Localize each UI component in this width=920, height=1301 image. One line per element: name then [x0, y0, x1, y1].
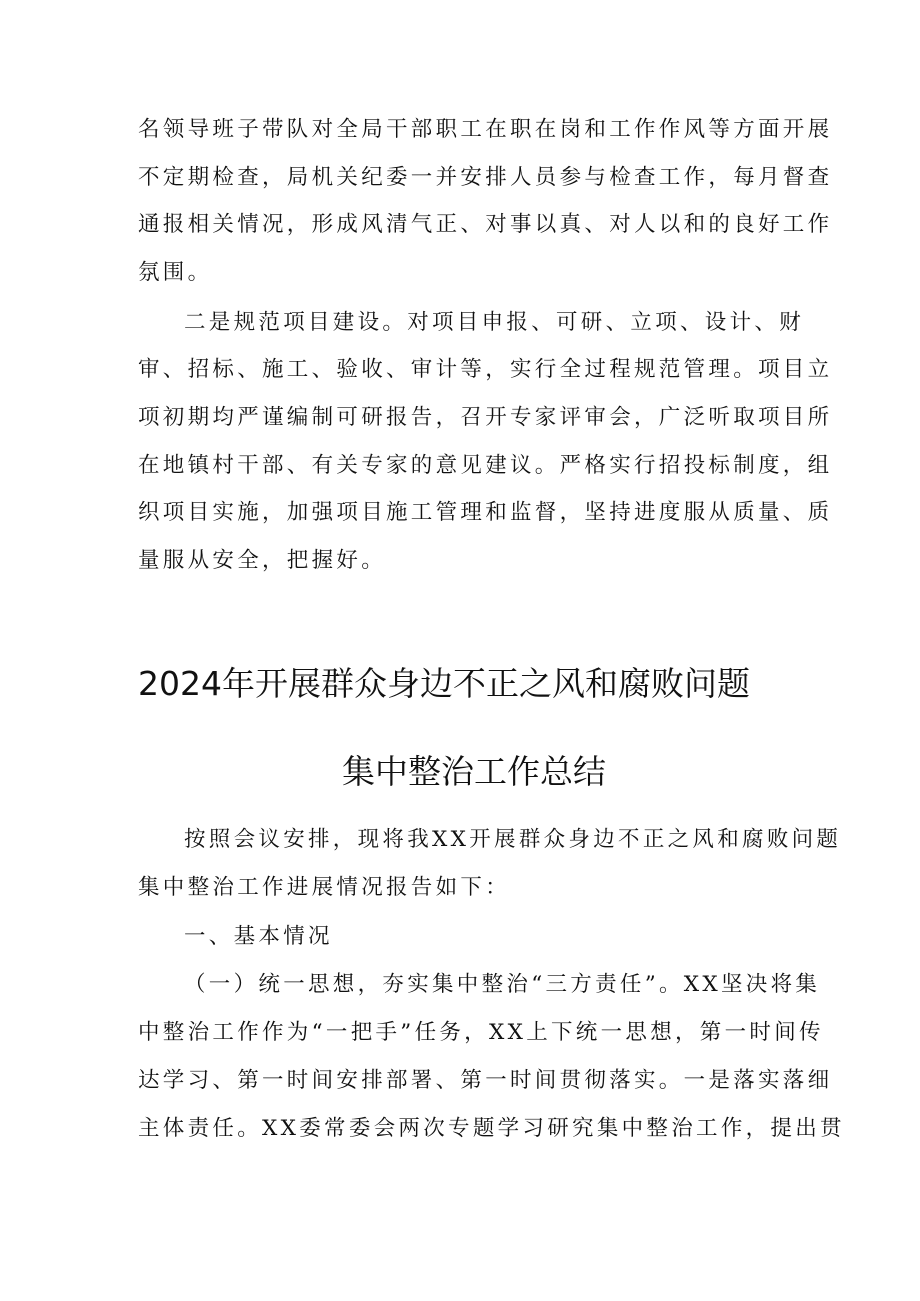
text-line: 主体责任。XX委常委会两次专题学习研究集中整治工作，提出贯	[138, 1116, 845, 1141]
text-line: 项初期均严谨编制可研报告，召开专家评审会，广泛听取项目所	[138, 405, 833, 430]
text-line: 达学习、第一时间安排部署、第一时间贯彻落实。一是落实落细	[138, 1068, 833, 1093]
text-line: 在地镇村干部、有关专家的意见建议。严格实行招投标制度，组	[138, 453, 833, 478]
text-line: 集中整治工作进展情况报告如下：	[138, 875, 511, 900]
text-line: 氛围。	[138, 260, 213, 285]
text-line: 二是规范项目建设。对项目申报、可研、立项、设计、财	[184, 310, 805, 335]
section-heading: 一、基本情况	[184, 924, 333, 949]
text-line: 量服从安全，把握好。	[138, 548, 387, 573]
text-line: 按照会议安排，现将我XX开展群众身边不正之风和腐败问题	[184, 827, 842, 852]
text-line: 通报相关情况，形成风清气正、对事以真、对人以和的良好工作	[138, 212, 833, 237]
text-line: 织项目实施，加强项目施工管理和监督，坚持进度服从质量、质	[138, 500, 833, 525]
text-line: 审、招标、施工、验收、审计等，实行全过程规范管理。项目立	[138, 357, 833, 382]
document-title-line2: 集中整治工作总结	[342, 752, 606, 791]
text-line: 中整治工作作为“一把手”任务，XX上下统一思想，第一时间传	[138, 1020, 824, 1045]
text-line: 不定期检查，局机关纪委一并安排人员参与检查工作，每月督查	[138, 165, 833, 190]
document-title-line1: 2024年开展群众身边不正之风和腐败问题	[138, 664, 750, 703]
text-line: 名领导班子带队对全局干部职工在职在岗和工作作风等方面开展	[138, 117, 833, 142]
text-line: （一）统一思想，夯实集中整治“三方责任”。XX坚决将集	[184, 972, 821, 997]
